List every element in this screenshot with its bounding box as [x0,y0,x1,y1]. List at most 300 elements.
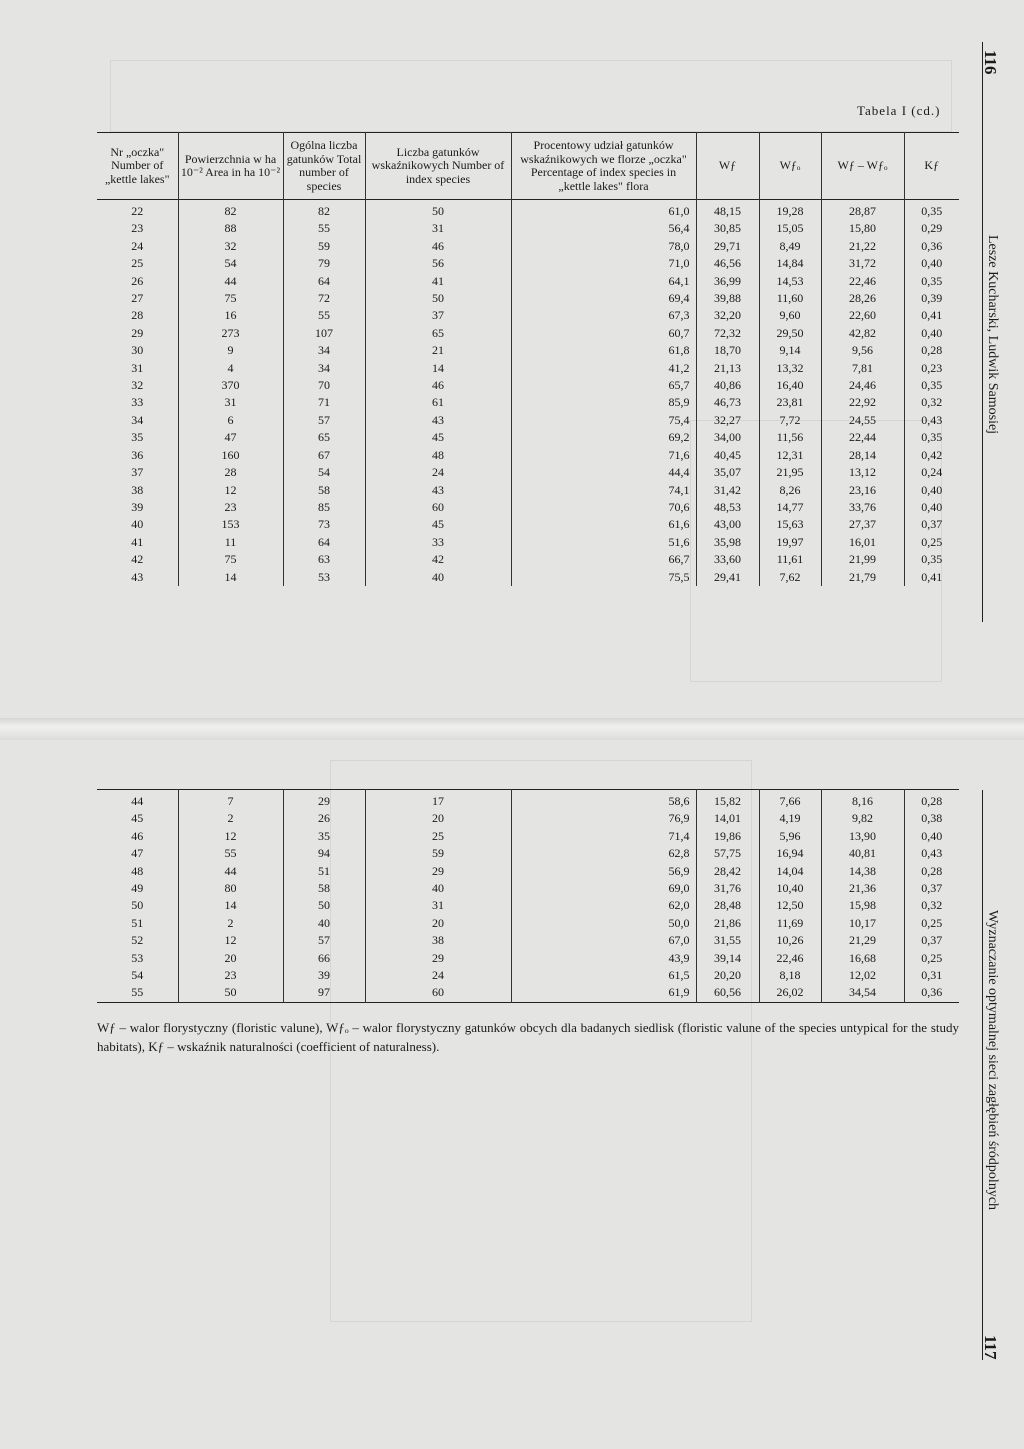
table-row [97,290,959,307]
cell-percent: 69,0 [511,880,696,897]
col-header-percentage: Procentowy udział gatunków wskaźnikowych we florze „oczka" Percentage of index species in „kettle lakes" flora [511,133,696,200]
cell-area: 75 [178,551,283,568]
cell-total: 55 [283,220,365,237]
table-row [97,394,959,411]
cell-percent: 61,8 [511,342,696,359]
table-row [97,932,959,949]
cell-diff: 24,46 [821,377,904,394]
cell-index: 40 [365,880,511,897]
cell-percent: 58,6 [511,790,696,811]
cell-kf: 0,39 [904,290,959,307]
cell-index: 31 [365,220,511,237]
cell-wfo: 10,40 [759,880,821,897]
header-rule-top [982,42,983,622]
cell-total: 40 [283,915,365,932]
running-head-title: Wyznaczanie optymalnej sieci zagłębień śródpolnych [985,910,1000,1211]
cell-percent: 60,7 [511,325,696,342]
cell-total: 29 [283,790,365,811]
cell-percent: 66,7 [511,551,696,568]
col-header-wf: Wƒ [696,133,759,200]
cell-total: 51 [283,863,365,880]
cell-kf: 0,38 [904,810,959,827]
cell-wfo: 10,26 [759,932,821,949]
cell-index: 40 [365,569,511,586]
cell-diff: 22,46 [821,273,904,290]
cell-kf: 0,25 [904,915,959,932]
table-row [97,880,959,897]
cell-percent: 61,0 [511,200,696,221]
table-row [97,863,959,880]
cell-index: 38 [365,932,511,949]
cell-total: 82 [283,200,365,221]
cell-percent: 75,4 [511,412,696,429]
cell-total: 26 [283,810,365,827]
cell-total: 54 [283,464,365,481]
cell-kf: 0,36 [904,238,959,255]
cell-kf: 0,31 [904,967,959,984]
cell-area: 12 [178,482,283,499]
cell-kf: 0,32 [904,394,959,411]
cell-kf: 0,28 [904,790,959,811]
cell-wfo: 7,72 [759,412,821,429]
cell-index: 45 [365,429,511,446]
cell-area: 75 [178,290,283,307]
cell-index: 60 [365,984,511,1002]
table-row [97,845,959,862]
cell-kf: 0,36 [904,984,959,1002]
cell-diff: 34,54 [821,984,904,1002]
cell-nr: 27 [131,291,144,306]
cell-total: 97 [283,984,365,1002]
cell-percent: 62,8 [511,845,696,862]
cell-diff: 16,68 [821,950,904,967]
cell-area: 82 [178,200,283,221]
cell-nr: 39 [131,499,144,514]
cell-percent: 71,6 [511,447,696,464]
page-fold-gutter [0,718,1024,740]
cell-total: 59 [283,238,365,255]
cell-kf: 0,42 [904,447,959,464]
cell-area: 32 [178,238,283,255]
cell-nr: 23 [131,221,144,236]
table-row [97,200,959,221]
cell-nr: 48 [131,863,144,878]
cell-percent: 67,3 [511,307,696,324]
cell-area: 14 [178,569,283,586]
cell-area: 12 [178,932,283,949]
cell-total: 50 [283,897,365,914]
cell-kf: 0,35 [904,377,959,394]
cell-wfo: 7,62 [759,569,821,586]
cell-kf: 0,40 [904,828,959,845]
cell-wfo: 16,94 [759,845,821,862]
cell-wf: 28,42 [696,863,759,880]
cell-wf: 29,71 [696,238,759,255]
cell-index: 50 [365,290,511,307]
cell-kf: 0,41 [904,307,959,324]
cell-index: 31 [365,897,511,914]
table-row [97,569,959,586]
cell-nr: 25 [131,256,144,271]
cell-wfo: 26,02 [759,984,821,1002]
cell-percent: 51,6 [511,534,696,551]
cell-wfo: 11,56 [759,429,821,446]
cell-index: 61 [365,394,511,411]
cell-wfo: 29,50 [759,325,821,342]
cell-diff: 21,22 [821,238,904,255]
cell-diff: 24,55 [821,412,904,429]
cell-wfo: 12,31 [759,447,821,464]
cell-kf: 0,25 [904,950,959,967]
cell-percent: 56,4 [511,220,696,237]
cell-wfo: 4,19 [759,810,821,827]
cell-wf: 18,70 [696,342,759,359]
table-row [97,790,959,811]
bleed-through-table-ghost [110,60,952,132]
cell-diff: 15,80 [821,220,904,237]
cell-total: 94 [283,845,365,862]
data-table-part-2 [97,789,959,1003]
table-row [97,551,959,568]
cell-percent: 76,9 [511,810,696,827]
table-row [97,828,959,845]
cell-nr: 49 [131,881,144,896]
cell-kf: 0,32 [904,897,959,914]
cell-area: 88 [178,220,283,237]
cell-kf: 0,37 [904,932,959,949]
cell-percent: 70,6 [511,499,696,516]
table-row [97,984,959,1002]
cell-total: 64 [283,273,365,290]
cell-index: 24 [365,967,511,984]
cell-area: 23 [178,499,283,516]
cell-wfo: 16,40 [759,377,821,394]
cell-wf: 15,82 [696,790,759,811]
cell-total: 63 [283,551,365,568]
cell-wf: 32,27 [696,412,759,429]
cell-wf: 39,88 [696,290,759,307]
cell-wf: 14,01 [696,810,759,827]
cell-diff: 9,56 [821,342,904,359]
cell-diff: 16,01 [821,534,904,551]
table-row [97,516,959,533]
cell-wfo: 19,28 [759,200,821,221]
cell-diff: 21,99 [821,551,904,568]
cell-total: 72 [283,290,365,307]
cell-wfo: 8,49 [759,238,821,255]
cell-percent: 69,2 [511,429,696,446]
cell-diff: 15,98 [821,897,904,914]
cell-area: 2 [178,810,283,827]
cell-wf: 48,53 [696,499,759,516]
cell-kf: 0,23 [904,360,959,377]
cell-diff: 22,44 [821,429,904,446]
cell-wfo: 21,95 [759,464,821,481]
cell-percent: 71,4 [511,828,696,845]
cell-nr: 45 [131,811,144,826]
cell-kf: 0,35 [904,200,959,221]
col-header-index-species: Liczba gatunków wskaźnikowych Number of index species [365,133,511,200]
col-header-nr: Nr „oczka" Number of „kettle lakes" [104,144,170,186]
cell-wfo: 14,77 [759,499,821,516]
cell-diff: 22,60 [821,307,904,324]
cell-total: 35 [283,828,365,845]
cell-diff: 13,90 [821,828,904,845]
cell-wfo: 15,05 [759,220,821,237]
cell-area: 6 [178,412,283,429]
cell-kf: 0,35 [904,273,959,290]
cell-area: 2 [178,915,283,932]
cell-index: 56 [365,255,511,272]
cell-percent: 65,7 [511,377,696,394]
cell-diff: 14,38 [821,863,904,880]
cell-diff: 21,36 [821,880,904,897]
table-row [97,273,959,290]
cell-index: 46 [365,377,511,394]
cell-wf: 19,86 [696,828,759,845]
cell-diff: 28,14 [821,447,904,464]
table-row [97,377,959,394]
page-number-bottom: 117 [981,1335,1000,1360]
cell-total: 53 [283,569,365,586]
table-row [97,950,959,967]
cell-nr: 52 [131,933,144,948]
table-row [97,412,959,429]
cell-percent: 67,0 [511,932,696,949]
cell-diff: 12,02 [821,967,904,984]
cell-wfo: 14,53 [759,273,821,290]
cell-index: 20 [365,915,511,932]
cell-nr: 29 [131,325,144,340]
running-head-authors: Lesze Kucharski, Ludwik Samosiej [985,235,1000,435]
cell-area: 153 [178,516,283,533]
cell-nr: 51 [131,915,144,930]
cell-diff: 22,92 [821,394,904,411]
cell-percent: 69,4 [511,290,696,307]
cell-nr: 50 [131,898,144,913]
table-row [97,325,959,342]
cell-kf: 0,40 [904,499,959,516]
table-row [97,482,959,499]
table-row [97,255,959,272]
cell-percent: 61,6 [511,516,696,533]
cell-nr: 38 [131,482,144,497]
cell-percent: 62,0 [511,897,696,914]
cell-total: 65 [283,429,365,446]
cell-nr: 43 [131,569,144,584]
cell-kf: 0,28 [904,863,959,880]
cell-total: 55 [283,307,365,324]
cell-index: 17 [365,790,511,811]
cell-wf: 29,41 [696,569,759,586]
col-header-wf-minus-wfo: Wƒ – Wƒₒ [821,133,904,200]
cell-total: 67 [283,447,365,464]
table-body-part-1 [97,200,959,586]
cell-total: 34 [283,342,365,359]
cell-total: 39 [283,967,365,984]
table-footnote: Wƒ – walor florystyczny (floristic valune), Wƒₒ – walor florystyczny gatunków obcych dla badanych siedlisk (floristic valune of the species untypical for the study habitats), Kƒ – wskaźnik naturalności (coefficient of naturalness). [97,1020,959,1054]
cell-kf: 0,37 [904,880,959,897]
cell-kf: 0,25 [904,534,959,551]
cell-percent: 74,1 [511,482,696,499]
cell-diff: 40,81 [821,845,904,862]
cell-diff: 7,81 [821,360,904,377]
cell-index: 48 [365,447,511,464]
cell-percent: 64,1 [511,273,696,290]
cell-area: 273 [178,325,283,342]
cell-wf: 31,42 [696,482,759,499]
cell-percent: 56,9 [511,863,696,880]
cell-wf: 31,55 [696,932,759,949]
cell-index: 21 [365,342,511,359]
cell-wfo: 7,66 [759,790,821,811]
col-header-area: Powierzchnia w ha 10⁻² Area in ha 10⁻² [178,133,283,200]
cell-kf: 0,41 [904,569,959,586]
table-row [97,534,959,551]
page-number-top: 116 [981,50,1000,75]
cell-kf: 0,40 [904,255,959,272]
cell-wfo: 22,46 [759,950,821,967]
cell-nr: 22 [131,204,144,218]
cell-wf: 57,75 [696,845,759,862]
cell-nr: 42 [131,552,144,567]
table-header-row [97,133,959,200]
cell-diff: 31,72 [821,255,904,272]
cell-index: 59 [365,845,511,862]
cell-area: 44 [178,273,283,290]
cell-wf: 33,60 [696,551,759,568]
cell-area: 14 [178,897,283,914]
table-caption: Tabela I (cd.) [857,103,941,118]
cell-wf: 35,98 [696,534,759,551]
cell-diff: 21,79 [821,569,904,586]
cell-percent: 44,4 [511,464,696,481]
cell-index: 65 [365,325,511,342]
cell-area: 47 [178,429,283,446]
cell-kf: 0,29 [904,220,959,237]
table-row [97,447,959,464]
cell-index: 45 [365,516,511,533]
cell-area: 28 [178,464,283,481]
cell-total: 66 [283,950,365,967]
cell-area: 11 [178,534,283,551]
table-row [97,429,959,446]
cell-diff: 21,29 [821,932,904,949]
cell-area: 44 [178,863,283,880]
cell-wfo: 23,81 [759,394,821,411]
cell-kf: 0,35 [904,429,959,446]
cell-area: 54 [178,255,283,272]
cell-percent: 75,5 [511,569,696,586]
cell-kf: 0,43 [904,845,959,862]
cell-area: 9 [178,342,283,359]
table-row [97,915,959,932]
cell-nr: 54 [131,968,144,983]
cell-wf: 35,07 [696,464,759,481]
table-row [97,810,959,827]
cell-diff: 42,82 [821,325,904,342]
cell-wf: 21,13 [696,360,759,377]
cell-index: 20 [365,810,511,827]
cell-index: 43 [365,482,511,499]
cell-total: 57 [283,932,365,949]
cell-percent: 61,9 [511,984,696,1002]
cell-area: 20 [178,950,283,967]
cell-wf: 32,20 [696,307,759,324]
cell-nr: 55 [131,985,144,1000]
cell-percent: 41,2 [511,360,696,377]
cell-wf: 46,73 [696,394,759,411]
table-row [97,464,959,481]
cell-wfo: 12,50 [759,897,821,914]
table-row [97,897,959,914]
cell-nr: 34 [131,412,144,427]
table-row [97,220,959,237]
cell-percent: 43,9 [511,950,696,967]
cell-percent: 78,0 [511,238,696,255]
cell-diff: 8,16 [821,790,904,811]
cell-percent: 71,0 [511,255,696,272]
cell-kf: 0,40 [904,482,959,499]
cell-wfo: 14,04 [759,863,821,880]
cell-total: 73 [283,516,365,533]
cell-index: 50 [365,200,511,221]
cell-nr: 33 [131,395,144,410]
cell-total: 34 [283,360,365,377]
cell-kf: 0,37 [904,516,959,533]
cell-total: 57 [283,412,365,429]
cell-percent: 85,9 [511,394,696,411]
cell-nr: 44 [131,794,144,808]
cell-area: 50 [178,984,283,1002]
cell-nr: 37 [131,465,144,480]
data-table-part-1 [97,132,959,586]
table-row [97,342,959,359]
cell-diff: 27,37 [821,516,904,533]
cell-kf: 0,24 [904,464,959,481]
cell-nr: 31 [131,360,144,375]
cell-nr: 36 [131,447,144,462]
cell-total: 58 [283,482,365,499]
cell-nr: 30 [131,343,144,358]
cell-wfo: 5,96 [759,828,821,845]
cell-index: 29 [365,863,511,880]
cell-wf: 60,56 [696,984,759,1002]
cell-area: 12 [178,828,283,845]
cell-wf: 48,15 [696,200,759,221]
cell-index: 42 [365,551,511,568]
cell-total: 70 [283,377,365,394]
cell-index: 29 [365,950,511,967]
cell-wfo: 9,14 [759,342,821,359]
cell-total: 85 [283,499,365,516]
cell-area: 55 [178,845,283,862]
cell-wfo: 13,32 [759,360,821,377]
cell-area: 7 [178,790,283,811]
cell-area: 23 [178,967,283,984]
table-row [97,499,959,516]
cell-nr: 47 [131,846,144,861]
cell-index: 37 [365,307,511,324]
cell-kf: 0,35 [904,551,959,568]
cell-wf: 28,48 [696,897,759,914]
cell-nr: 24 [131,238,144,253]
header-rule-bottom [982,790,983,1360]
cell-index: 14 [365,360,511,377]
cell-area: 31 [178,394,283,411]
cell-nr: 26 [131,273,144,288]
cell-index: 33 [365,534,511,551]
